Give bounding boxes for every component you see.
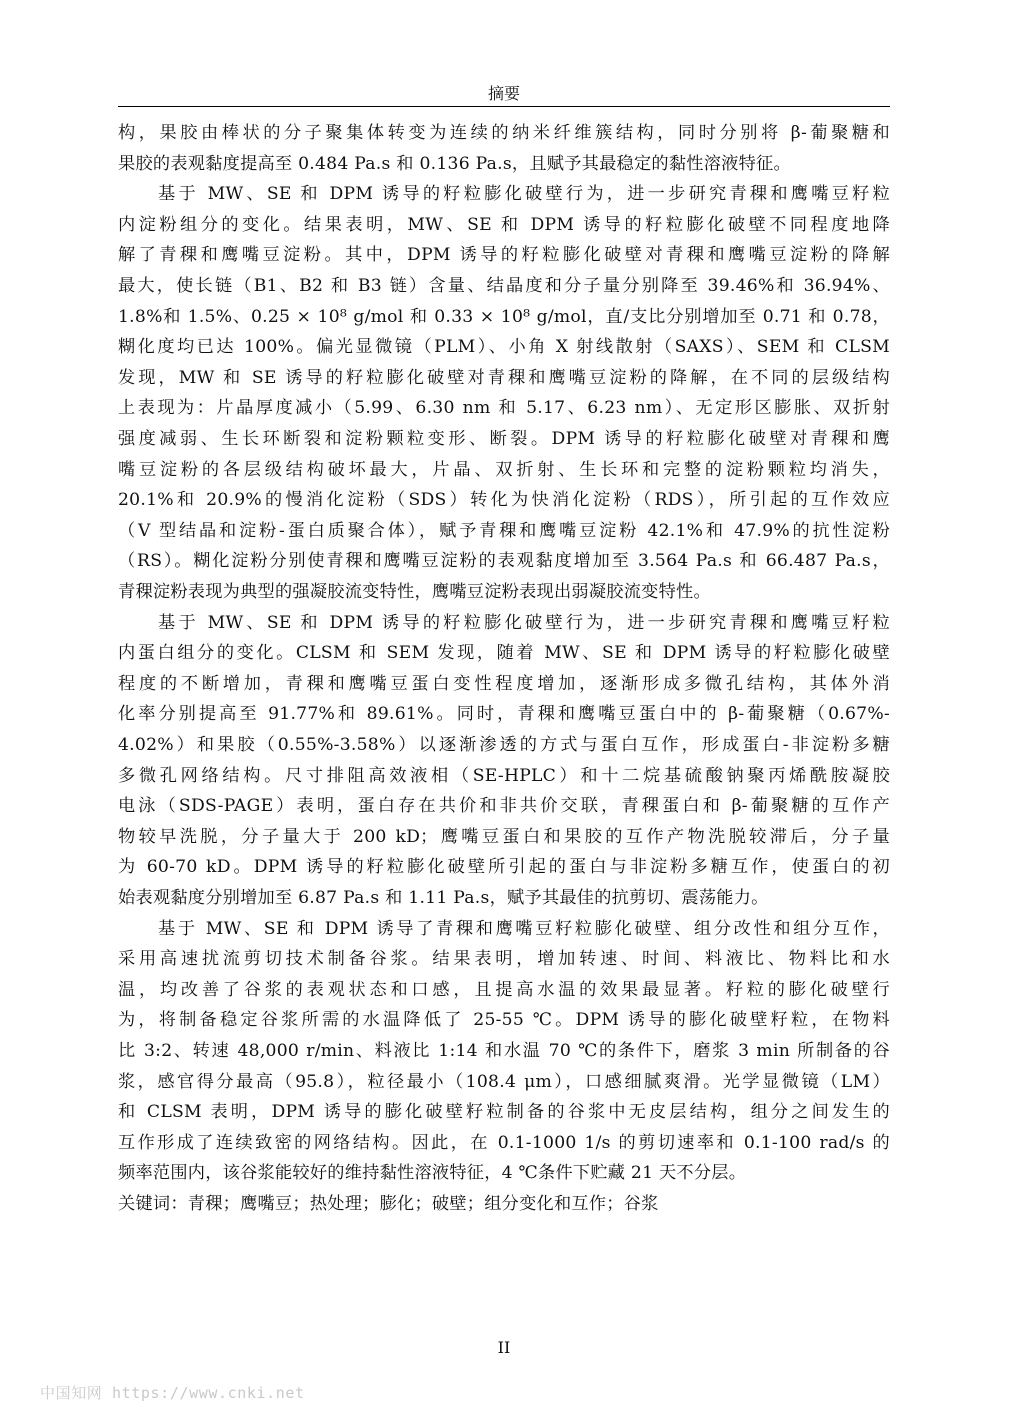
text-line: 20.1%和 20.9%的慢消化淀粉（SDS）转化为快消化淀粉（RDS），所引起的互作效应 [118,490,890,511]
text-line: 基于 MW、SE 和 DPM 诱导的籽粒膨化破壁行为，进一步研究青稞和鹰嘴豆籽粒 [158,184,890,205]
text-line: 最大，使长链（B1、B2 和 B3 链）含量、结晶度和分子量分别降至 39.46%和 36.94%、 [118,276,890,296]
text-line: 内淀粉组分的变化。结果表明，MW、SE 和 DPM 诱导的籽粒膨化破壁不同程度地降 [118,214,890,235]
text-line: 发现，MW 和 SE 诱导的籽粒膨化破壁对青稞和鹰嘴豆淀粉的降解，在不同的层级结构 [118,367,890,388]
page-number: II [497,1338,511,1357]
text-line: （RS）。糊化淀粉分别使青稞和鹰嘴豆淀粉的表观黏度增加至 3.564 Pa.s 和 66.487 Pa.s， [118,551,890,572]
text-line: 1.8%和 1.5%、0.25 × 10⁸ g/mol 和 0.33 × 10⁸ g/mol，直/支比分别增加至 0.71 和 0.78， [118,306,890,327]
header-rule [118,106,890,107]
text-line: 采用高速扰流剪切技术制备谷浆。结果表明，增加转速、时间、料液比、物料比和水 [118,949,890,970]
text-line: 多微孔网络结构。尺寸排阻高效液相（SE-HPLC）和十二烷基硫酸钠聚丙烯酰胺凝胶 [118,765,890,786]
text-line: （V 型结晶和淀粉-蛋白质聚合体），赋予青稞和鹰嘴豆淀粉 42.1%和 47.9%的抗性淀粉 [118,520,890,541]
text-line: 比 3:2、转速 48,000 r/min、料液比 1:14 和水温 70 ℃的条件下，磨浆 3 min 所制备的谷 [118,1041,890,1061]
keywords-line: 关键词：青稞；鹰嘴豆；热处理；膨化；破壁；组分变化和互作；谷浆 [118,1194,659,1214]
text-line: 构，果胶由棒状的分子聚集体转变为连续的纳米纤维簇结构，同时分别将 β-葡聚糖和 [118,123,890,143]
text-line: 物较早洗脱，分子量大于 200 kD；鹰嘴豆蛋白和果胶的互作产物洗脱较滞后，分子量 [118,826,890,847]
text-line: 基于 MW、SE 和 DPM 诱导了青稞和鹰嘴豆籽粒膨化破壁、组分改性和组分互作， [158,918,890,939]
cnki-watermark: 中国知网 https://www.cnki.net [40,1384,305,1402]
text-line: 始表观黏度分别增加至 6.87 Pa.s 和 1.11 Pa.s，赋予其最佳的抗剪切、震荡能力。 [118,888,769,908]
text-line: 为，将制备稳定谷浆所需的水温降低了 25-55 ℃。DPM 诱导的膨化破壁籽粒，在物料 [118,1010,890,1031]
text-line: 强度减弱、生长环断裂和淀粉颗粒变形、断裂。DPM 诱导的籽粒膨化破壁对青稞和鹰 [118,429,890,449]
text-line: 电泳（SDS-PAGE）表明，蛋白存在共价和非共价交联，青稞蛋白和 β-葡聚糖的互作产 [118,796,890,817]
text-line: 青稞淀粉表现为典型的强凝胶流变特性，鹰嘴豆淀粉表现出弱凝胶流变特性。 [118,582,711,602]
text-line: 内蛋白组分的变化。CLSM 和 SEM 发现，随着 MW、SE 和 DPM 诱导的籽粒膨化破壁 [118,643,890,664]
text-line: 化率分别提高至 91.77%和 89.61%。同时，青稞和鹰嘴豆蛋白中的 β-葡聚糖（0.67%- [118,704,890,725]
text-line: 4.02%）和果胶（0.55%-3.58%）以逐渐渗透的方式与蛋白互作，形成蛋白-非淀粉多糖 [118,735,890,755]
text-line: 基于 MW、SE 和 DPM 诱导的籽粒膨化破壁行为，进一步研究青稞和鹰嘴豆籽粒 [158,612,890,633]
text-line: 为 60-70 kD。DPM 诱导的籽粒膨化破壁所引起的蛋白与非淀粉多糖互作，使蛋白的初 [118,857,890,878]
text-line: 程度的不断增加，青稞和鹰嘴豆蛋白变性程度增加，逐渐形成多微孔结构，其体外消 [118,673,890,694]
page-header-title: 摘要 [487,84,520,103]
text-line: 嘴豆淀粉的各层级结构破坏最大，片晶、双折射、生长环和完整的淀粉颗粒均消失， [118,459,890,480]
text-line: 互作形成了连续致密的网络结构。因此，在 0.1-1000 1/s 的剪切速率和 0.1-100 rad/s 的 [118,1132,890,1153]
text-line: 浆，感官得分最高（95.8），粒径最小（108.4 μm），口感细腻爽滑。光学显微镜（LM） [118,1071,890,1092]
text-line: 上表现为：片晶厚度减小（5.99、6.30 nm 和 5.17、6.23 nm）、无定形区膨胀、双折射 [118,398,890,419]
text-line: 果胶的表观黏度提高至 0.484 Pa.s 和 0.136 Pa.s，且赋予其最稳定的黏性溶液特征。 [118,153,791,174]
text-line: 和 CLSM 表明，DPM 诱导的膨化破壁籽粒制备的谷浆中无皮层结构，组分之间发生的 [118,1102,890,1123]
text-line: 频率范围内，该谷浆能较好的维持黏性溶液特征，4 ℃条件下贮藏 21 天不分层。 [118,1163,747,1184]
text-line: 解了青稞和鹰嘴豆淀粉。其中，DPM 诱导的籽粒膨化破壁对青稞和鹰嘴豆淀粉的降解 [118,245,890,266]
text-line: 糊化度均已达 100%。偏光显微镜（PLM）、小角 X 射线散射（SAXS）、SEM 和 CLSM [118,337,890,358]
text-line: 温，均改善了谷浆的表观状态和口感，且提高水温的效果最显著。籽粒的膨化破壁行 [118,979,890,1000]
